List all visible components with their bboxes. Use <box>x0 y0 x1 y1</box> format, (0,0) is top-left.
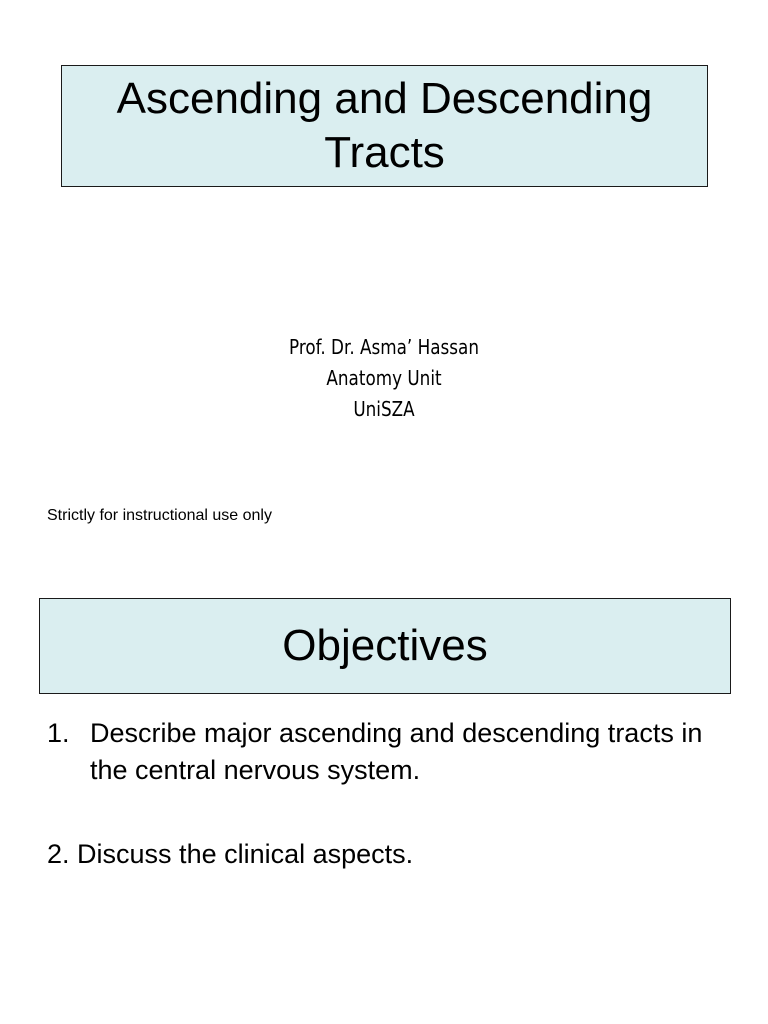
author-institution: UniSZA <box>353 397 415 421</box>
objective-number: 2. <box>47 839 70 869</box>
objectives-title-box <box>39 598 731 694</box>
slide-objectives <box>0 560 768 1024</box>
title-line-2: Tracts <box>324 128 445 177</box>
title-line-1: Ascending and Descending <box>116 74 653 123</box>
objective-number: 1. <box>47 718 70 748</box>
objectives-title: Objectives <box>282 621 488 670</box>
title-box <box>61 65 708 187</box>
author-name: Prof. Dr. Asma’ Hassan <box>289 335 479 359</box>
objective-item <box>47 715 727 789</box>
objective-text: Describe major ascending and descending tracts in the central nervous system. <box>90 718 703 785</box>
disclaimer-text: Strictly for instructional use only <box>47 507 272 524</box>
author-block <box>61 332 706 425</box>
author-unit: Anatomy Unit <box>326 366 442 390</box>
objectives-list <box>47 715 727 873</box>
objective-item <box>47 836 727 873</box>
objective-text: Discuss the clinical aspects. <box>77 839 414 869</box>
